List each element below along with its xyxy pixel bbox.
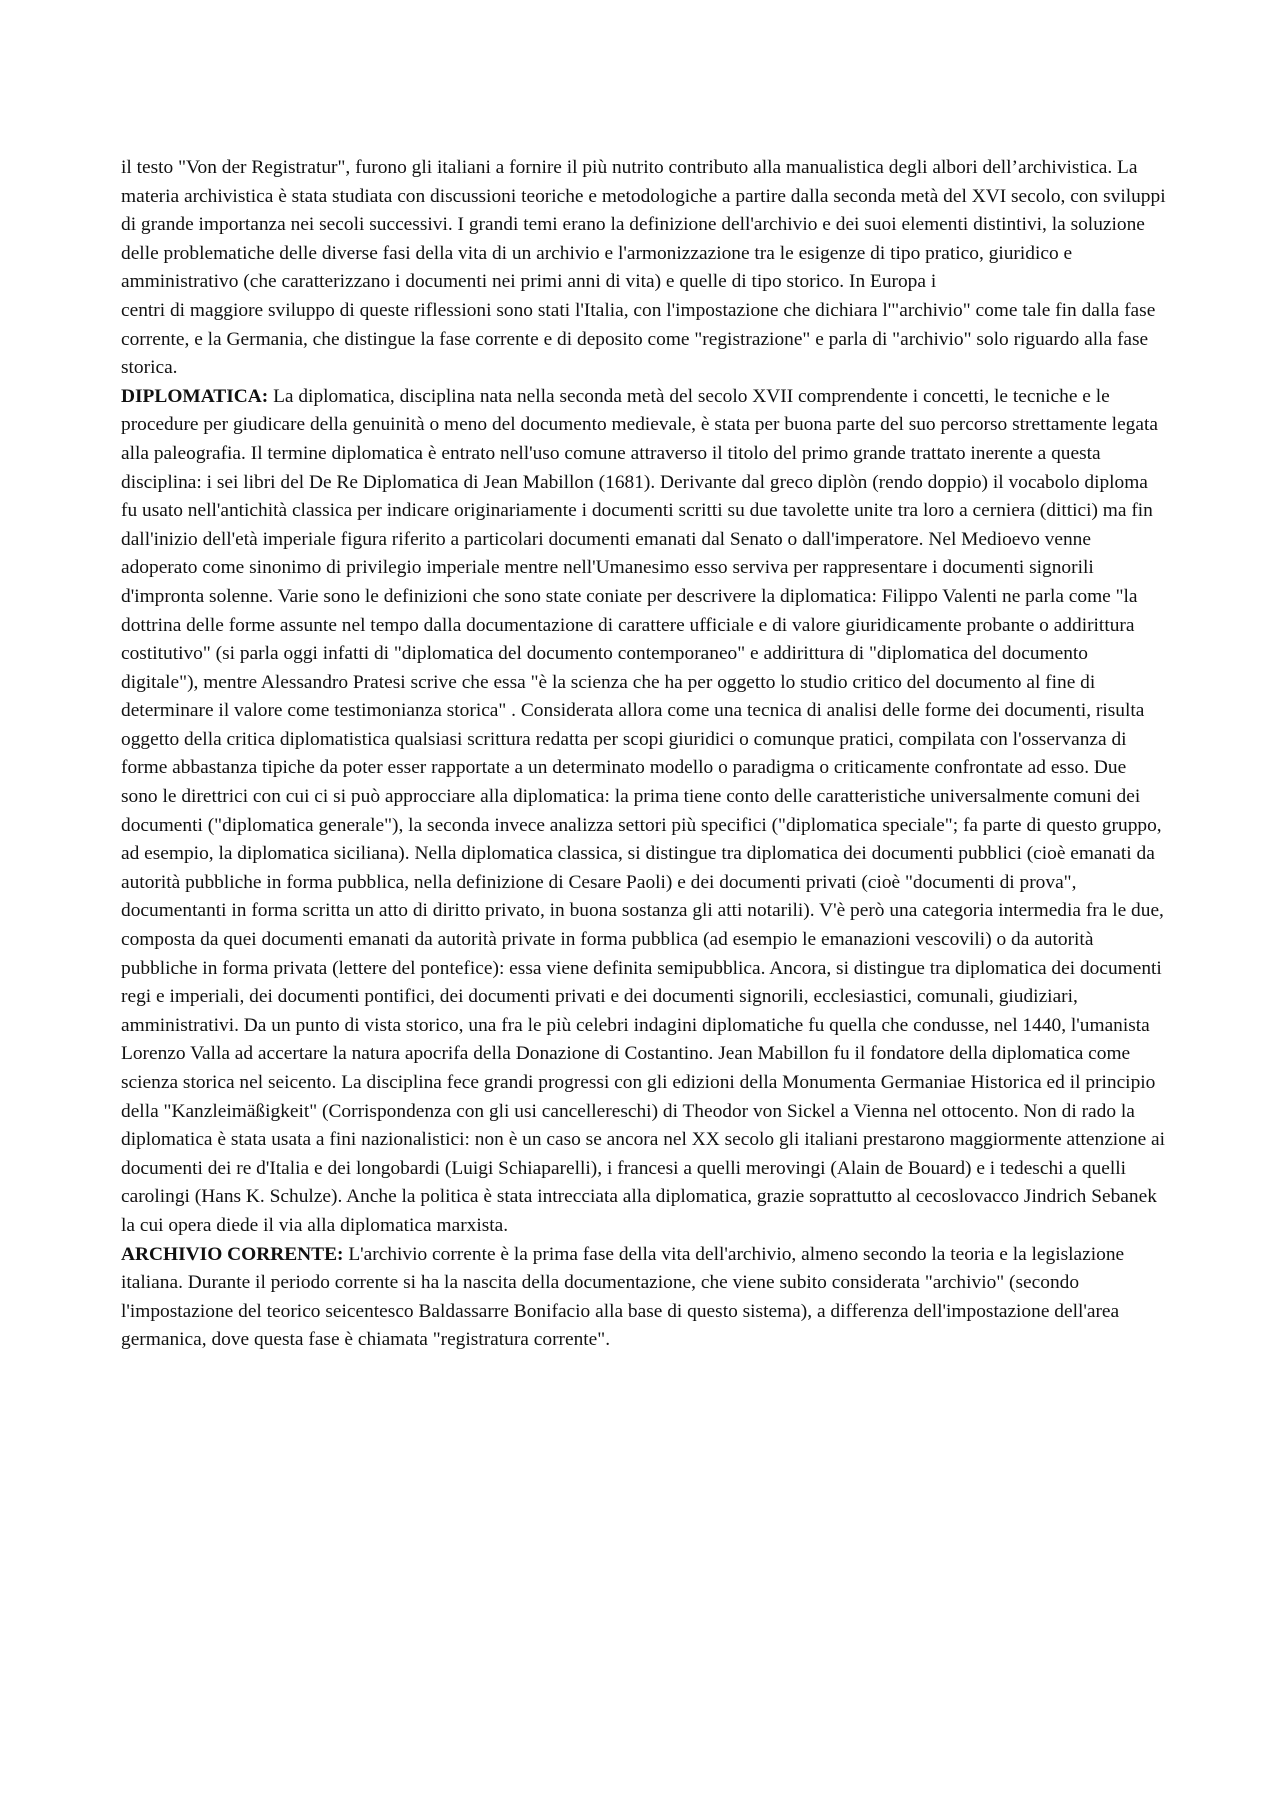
paragraph-continuation: il testo "Von der Registratur", furono gli italiani a fornire il più nutrito contributo alla manualistica degli albori dell’archivistica. La materia archivistica è stata studiata con discussioni teoriche e metodologiche a partire dalla seconda metà del XVI secolo, con sviluppi di grande importanza nei secoli successivi. I grandi temi erano la definizione dell'archivio e dei suoi elementi distintivi, la soluzione delle problematiche delle diverse fasi della vita di un archivio e l'armonizzazione tra le esigenze di tipo pratico, giuridico e amministrativo (che caratterizzano i documenti nei primi anni di vita) e quelle di tipo storico. In Europa i [121,157,1166,293]
definition-archivio-corrente: L'archivio corrente è la prima fase della vita dell'archivio, almeno secondo la teoria e la legislazione italiana. Durante il periodo corrente si ha la nascita della documentazione, che viene subito considerata "archivio" (secondo l'impostazione del teorico seicentesco Baldassarre Bonifacio alla base di questo sistema), a differenza dell'impostazione dell'area germanica, dove questa fase è chiamata "registratura corrente". [121,1243,1125,1351]
term-diplomatica: DIPLOMATICA: [121,385,269,407]
paragraph-continuation-2: centri di maggiore sviluppo di queste riflessioni sono stati l'Italia, con l'impostazione che dichiara l'"archivio" come tale fin dalla fase corrente, e la Germania, che distingue la fase corrente e di deposito come "registrazione" e parla di "archivio" solo riguardo alla fase storica. [121,299,1156,379]
term-archivio-corrente: ARCHIVIO CORRENTE: [121,1243,344,1265]
paragraph-archivio-corrente [121,1241,1167,1355]
document-page [121,154,1167,1355]
paragraph-diplomatica [121,383,1167,1241]
definition-diplomatica: La diplomatica, disciplina nata nella seconda metà del secolo XVII comprendente i concetti, le tecniche e le procedure per giudicare della genuinità o meno del documento medievale, è stata per buona parte del suo percorso strettamente legata alla paleografia. Il termine diplomatica è entrato nell'uso comune attraverso il titolo del primo grande trattato inerente a questa disciplina: i sei libri del De Re Diplomatica di Jean Mabillon (1681). Derivante dal greco diplòn (rendo doppio) il vocabolo diploma fu usato nell'antichità classica per indicare originariamente i documenti scritti su due tavolette unite tra loro a cerniera (dittici) ma fin dall'inizio dell'età imperiale figura riferito a particolari documenti emanati dal Senato o dall'imperatore. Nel Medioevo venne adoperato come sinonimo di privilegio imperiale mentre nell'Umanesimo esso serviva per rappresentare i documenti signorili d'impronta solenne. Varie sono le definizioni che sono state coniate per descrivere la diplomatica: Filippo Valenti ne parla come "la dottrina delle forme assunte nel tempo dalla documentazione di carattere ufficiale e di valore giuridicamente probante o addirittura costitutivo" (si parla oggi infatti di "diplomatica del documento contemporaneo" e addirittura di "diplomatica del documento digitale"), mentre Alessandro Pratesi scrive che essa "è la scienza che ha per oggetto lo studio critico del documento al fine di determinare il valore come testimonianza storica" . Considerata allora come una tecnica di analisi delle forme dei documenti, risulta oggetto della critica diplomatistica qualsiasi scrittura redatta per scopi giuridici o comunque pratici, compilata con l'osservanza di forme abbastanza tipiche da poter esser rapportate a un determinato modello o paradigma o criticamente confrontate ad esso. Due sono le direttrici con cui ci si può approcciare alla diplomatica: la prima tiene conto delle caratteristiche universalmente comuni dei documenti ("diplomatica generale"), la seconda invece analizza settori più specifici ("diplomatica speciale"; fa parte di questo gruppo, ad esempio, la diplomatica siciliana). Nella diplomatica classica, si distingue tra diplomatica dei documenti pubblici (cioè emanati da autorità pubbliche in forma pubblica, nella definizione di Cesare Paoli) e dei documenti privati (cioè "documenti di prova", documentanti in forma scritta un atto di diritto privato, in buona sostanza gli atti notarili). V'è però una categoria intermedia fra le due, composta da quei documenti emanati da autorità private in forma pubblica (ad esempio le emanazioni vescovili) o da autorità pubbliche in forma privata (lettere del pontefice): essa viene definita semipubblica. Ancora, si distingue tra diplomatica dei documenti regi e imperiali, dei documenti pontifici, dei documenti privati e dei documenti signorili, ecclesiastici, comunali, giudiziari, amministrativi. Da un punto di vista storico, una fra le più celebri indagini diplomatiche fu quella che condusse, nel 1440, l'umanista Lorenzo Valla ad accertare la natura apocrifa della Donazione di Costantino. Jean Mabillon fu il fondatore della diplomatica come scienza storica nel seicento. La disciplina fece grandi progressi con gli edizioni della Monumenta Germaniae Historica ed il principio della "Kanzleimäßigkeit" (Corrispondenza con gli usi cancellereschi) di Theodor von Sickel a Vienna nel ottocento. Non di rado la diplomatica è stata usata a fini nazionalistici: non è un caso se ancora nel XX secolo gli italiani prestarono maggiormente attenzione ai documenti dei re d'Italia e dei longobardi (Luigi Schiaparelli), i francesi a quelli merovingi (Alain de Bouard) e i tedeschi a quelli carolingi (Hans K. Schulze). Anche la politica è stata intrecciata alla diplomatica, grazie soprattutto al cecoslovacco Jindrich Sebanek la cui opera diede il via alla diplomatica marxista. [121,385,1166,1236]
